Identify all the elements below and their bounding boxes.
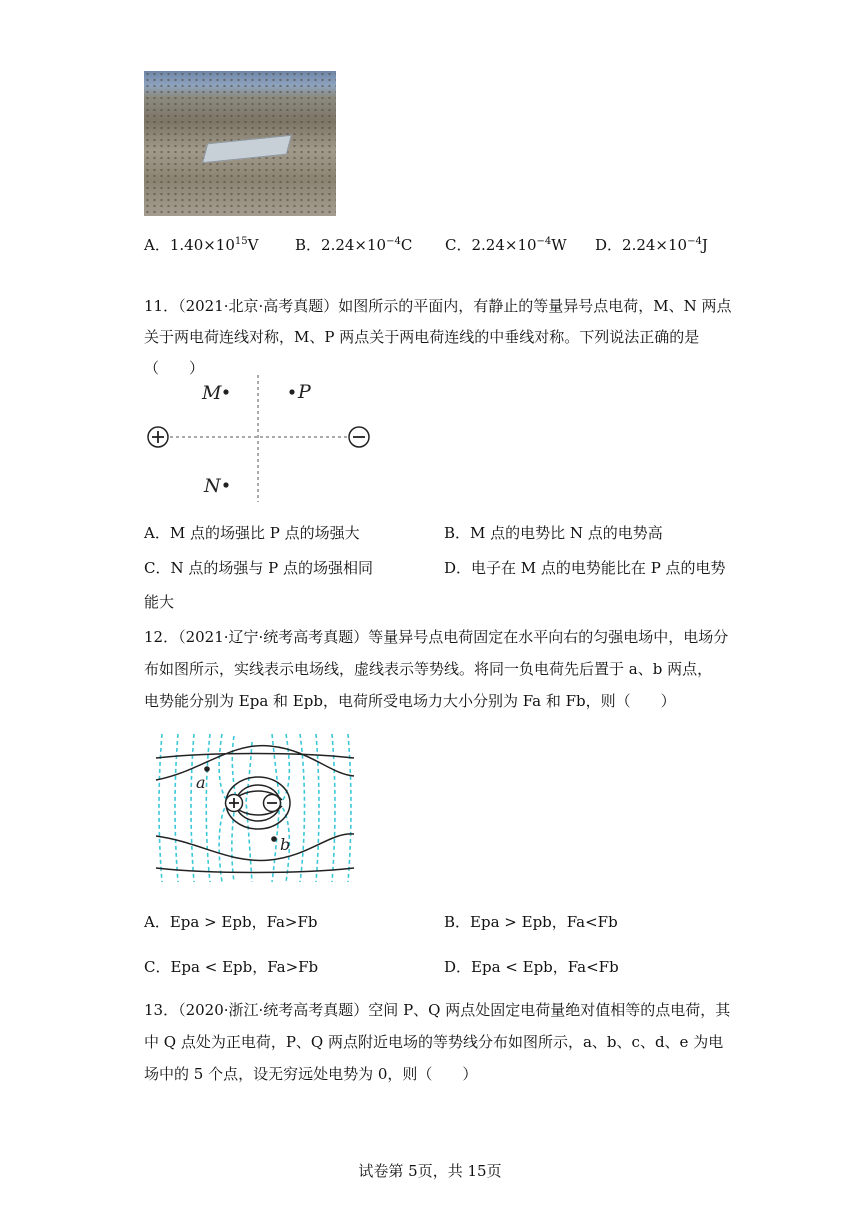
q11-diagram [144, 370, 374, 505]
q11-text-line3: （ ） [144, 359, 205, 377]
point-a-label: a [196, 773, 206, 792]
q12-text-line2: 布如图所示，实线表示电场线，虚线表示等势线。将同一负电荷先后置于 a、b 两点， [144, 660, 713, 678]
point-p-dot [289, 389, 294, 394]
point-m-label: M [202, 382, 222, 404]
q12-text-line1: 12．（2021·辽宁·统考高考真题）等量异号点电荷固定在水平向右的匀强电场中，电场分 [144, 628, 729, 646]
q12-positive-charge-icon [226, 795, 243, 812]
q11-option-d: D．电子在 M 点的电势能比在 P 点的电势 [444, 559, 726, 577]
q12-option-c: C．Epa < Epb，Fa>Fb [144, 958, 319, 976]
q12-option-b: B．Epa > Epb，Fa<Fb [444, 913, 618, 931]
q12-option-a: A．Epa > Epb，Fa>Fb [144, 913, 318, 931]
q10-option-a: A．$1.40\times 10^{15}V$ [144, 236, 259, 254]
q11-text-line1: 11．（2021·北京·高考真题）如图所示的平面内，有静止的等量异号点电荷，M、N 两点 [144, 297, 732, 315]
negative-charge-icon [349, 427, 369, 447]
point-b-label: b [280, 835, 291, 854]
point-m-dot [223, 389, 228, 394]
q13-text-line2: 中 Q 点处为正电荷，P、Q 两点附近电场的等势线分布如图所示，a、b、c、d、e 为电 [144, 1033, 724, 1051]
q10-option-c: C．$2.24\times 10^{-4}W$ [445, 236, 567, 254]
q12-negative-charge-icon [264, 795, 281, 812]
q11-option-a: A．M 点的场强比 P 点的场强大 [144, 524, 360, 542]
positive-charge-icon [148, 427, 168, 447]
q13-text-line3: 场中的 5 个点，设无穷远处电势为 0，则（ ） [144, 1065, 478, 1083]
q13-text-line1: 13．（2020·浙江·统考高考真题）空间 P、Q 两点处固定电荷量绝对值相等的点电荷，其 [144, 1001, 731, 1019]
q12-option-d: D．Epa < Epb，Fa<Fb [444, 958, 619, 976]
q11-option-b: B．M 点的电势比 N 点的电势高 [444, 524, 663, 542]
q10-option-d: D．$2.24\times 10^{-4}J$ [595, 236, 708, 254]
point-a-dot [204, 766, 210, 772]
point-p-label: P [298, 381, 311, 403]
q12-field-lines [156, 746, 354, 873]
q11-option-c: C．N 点的场强与 P 点的场强相同 [144, 559, 374, 577]
q12-field-diagram [150, 732, 360, 884]
q11-option-d-cont: 能大 [144, 593, 175, 611]
page-footer: 试卷第 5页，共 15页 [358, 1162, 502, 1180]
point-b-dot [271, 836, 277, 842]
solar-plant-photo [144, 71, 336, 216]
point-n-label: N [204, 475, 221, 497]
point-n-dot [223, 482, 228, 487]
q10-option-b: B．$2.24\times 10^{-4}C$ [295, 236, 413, 254]
q11-text-line2: 关于两电荷连线对称，M、P 两点关于两电荷连线的中垂线对称。下列说法正确的是 [144, 328, 700, 346]
q12-text-line3: 电势能分别为 Epa 和 Epb，电荷所受电场力大小分别为 Fa 和 Fb，则（ ） [144, 692, 676, 710]
